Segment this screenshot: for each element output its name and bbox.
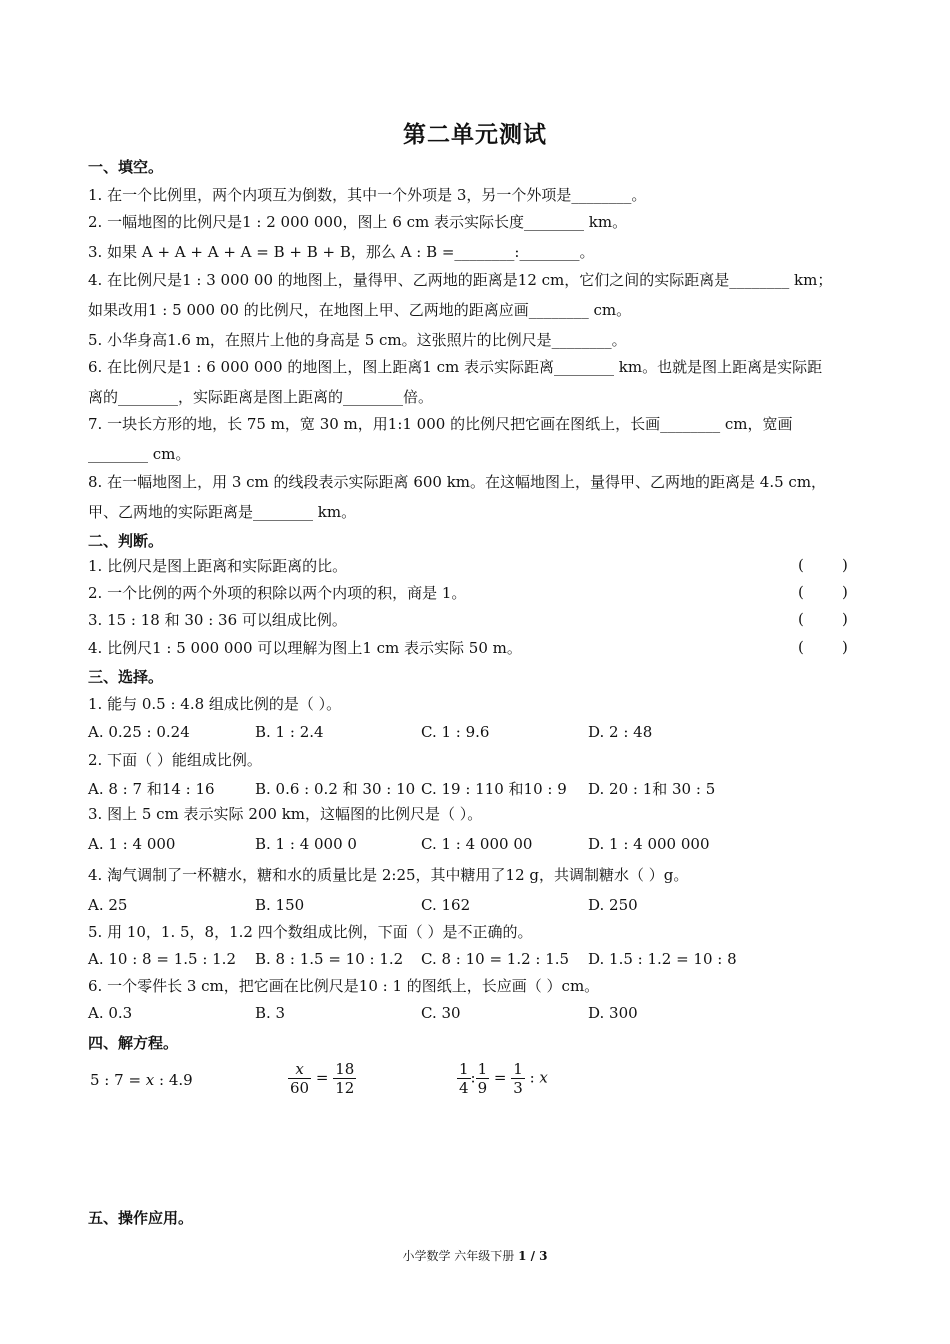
equation-3-fraction-2	[476, 1060, 490, 1097]
equation-3-fraction-3	[511, 1060, 525, 1097]
equation-3-numerator-2: 1	[477, 1060, 488, 1078]
choice-4-option-b: B. 150	[255, 896, 305, 914]
choice-question-1: 1. 能与 0.5 : 4.8 组成比例的是（ ）。	[88, 695, 342, 713]
choice-question-2: 2. 下面（ ）能组成比例。	[88, 751, 262, 769]
judge-answer-3: ( )	[798, 610, 848, 628]
equation-2-numerator-right: 18	[335, 1060, 355, 1078]
equation-3	[457, 1060, 548, 1097]
equation-3-fraction-1	[457, 1060, 471, 1097]
equation-3-equals: =	[489, 1068, 512, 1087]
choice-2-option-c: C. 19 : 110 和10 : 9	[421, 780, 567, 798]
equation-2-numerator-left: x	[288, 1060, 311, 1079]
choice-5-option-c: C. 8 : 10 = 1.2 : 1.5	[421, 950, 570, 968]
fill-line-4: 4. 在比例尺是1 : 3 000 00 的地图上，量得甲、乙两地的距离是12 cm，它们之间的实际距离是________ km；	[88, 271, 833, 289]
choice-5-option-b: B. 8 : 1.5 = 10 : 1.2	[255, 950, 404, 968]
choice-1-option-a: A. 0.25 : 0.24	[88, 723, 190, 741]
page-number: 1 / 3	[518, 1249, 548, 1263]
judge-answer-4: ( )	[798, 638, 848, 656]
equation-2-fraction-left	[288, 1060, 311, 1097]
equation-3-denominator-2: 9	[477, 1079, 488, 1097]
choice-1-option-b: B. 1 : 2.4	[255, 723, 324, 741]
equation-3-colon: :	[470, 1068, 476, 1087]
footer-text: 小学数学 六年级下册	[402, 1249, 519, 1263]
fill-line-8: 离的________，实际距离是图上距离的________倍。	[88, 388, 434, 406]
equation-2-denominator-left: 60	[290, 1079, 310, 1097]
section-heading-judge: 二、判断。	[88, 532, 164, 550]
section-heading-operation: 五、操作应用。	[88, 1209, 194, 1227]
equation-3-numerator-3: 1	[513, 1060, 523, 1078]
fill-line-2: 2. 一幅地图的比例尺是1 : 2 000 000，图上 6 cm 表示实际长度________ km。	[88, 213, 628, 231]
equation-1-left: 5 : 7 =	[90, 1071, 146, 1089]
choice-3-option-c: C. 1 : 4 000 00	[421, 835, 533, 853]
choice-6-option-a: A. 0.3	[88, 1004, 133, 1022]
choice-3-option-d: D. 1 : 4 000 000	[588, 835, 710, 853]
section-heading-choice: 三、选择。	[88, 668, 164, 686]
equation-2-denominator-right: 12	[335, 1079, 355, 1097]
choice-6-option-c: C. 30	[421, 1004, 461, 1022]
equation-3-variable: x	[539, 1068, 548, 1087]
judge-item-1: 1. 比例尺是图上距离和实际距离的比。	[88, 557, 348, 575]
judge-answer-1: ( )	[798, 556, 848, 574]
judge-answer-2: ( )	[798, 583, 848, 601]
page-title: 第二单元测试	[403, 121, 547, 148]
equation-2	[288, 1060, 356, 1097]
choice-1-option-c: C. 1 : 9.6	[421, 723, 490, 741]
judge-item-2: 2. 一个比例的两个外项的积除以两个内项的积，商是 1。	[88, 584, 467, 602]
equation-3-tail: :	[524, 1068, 540, 1087]
fill-line-6: 5. 小华身高1.6 m，在照片上他的身高是 5 cm。这张照片的比例尺是________。	[88, 331, 627, 349]
equation-2-fraction-right	[333, 1060, 356, 1097]
equation-2-equals: =	[311, 1068, 334, 1087]
fill-line-12: 甲、乙两地的实际距离是________ km。	[88, 503, 357, 521]
fill-line-9: 7. 一块长方形的地，长 75 m，宽 30 m，用1:1 000 的比例尺把它画在图纸上，长画________ cm，宽画	[88, 415, 793, 433]
equation-3-denominator-1: 4	[459, 1079, 469, 1097]
fill-line-5: 如果改用1 : 5 000 00 的比例尺，在地图上甲、乙两地的距离应画________ cm。	[88, 301, 632, 319]
judge-item-3: 3. 15 : 18 和 30 : 36 可以组成比例。	[88, 611, 347, 629]
choice-2-option-b: B. 0.6 : 0.2 和 30 : 10	[255, 780, 416, 798]
fill-line-3: 3. 如果 A + A + A + A = B + B + B，那么 A : B =________:________。	[88, 243, 595, 261]
fill-line-7: 6. 在比例尺是1 : 6 000 000 的地图上，图上距离1 cm 表示实际距离________ km。也就是图上距离是实际距	[88, 358, 823, 376]
fill-line-10: ________ cm。	[88, 445, 191, 463]
choice-question-4: 4. 淘气调制了一杯糖水，糖和水的质量比是 2:25，其中糖用了12 g，共调制糖水（ ）g。	[88, 866, 689, 884]
choice-3-option-b: B. 1 : 4 000 0	[255, 835, 357, 853]
choice-2-option-a: A. 8 : 7 和14 : 16	[88, 780, 215, 798]
section-heading-fill: 一、填空。	[88, 158, 164, 176]
choice-4-option-a: A. 25	[88, 896, 128, 914]
choice-6-option-b: B. 3	[255, 1004, 286, 1022]
choice-5-option-a: A. 10 : 8 = 1.5 : 1.2	[88, 950, 236, 968]
equation-3-numerator-1: 1	[459, 1060, 469, 1078]
choice-4-option-c: C. 162	[421, 896, 471, 914]
choice-question-5: 5. 用 10，1. 5，8，1.2 四个数组成比例，下面（ ）是不正确的。	[88, 923, 533, 941]
choice-question-6: 6. 一个零件长 3 cm，把它画在比例尺是10 : 1 的图纸上，长应画（ ）cm。	[88, 977, 600, 995]
choice-6-option-d: D. 300	[588, 1004, 638, 1022]
choice-question-3: 3. 图上 5 cm 表示实际 200 km，这幅图的比例尺是（ ）。	[88, 805, 483, 823]
fill-line-11: 8. 在一幅地图上，用 3 cm 的线段表示实际距离 600 km。在这幅地图上，量得甲、乙两地的距离是 4.5 cm，	[88, 473, 827, 491]
fill-line-1: 1. 在一个比例里，两个内项互为倒数，其中一个外项是 3，另一个外项是________。	[88, 186, 647, 204]
judge-item-4: 4. 比例尺1 : 5 000 000 可以理解为图上1 cm 表示实际 50 m。	[88, 639, 522, 657]
equation-1-right: : 4.9	[154, 1071, 193, 1089]
choice-5-option-d: D. 1.5 : 1.2 = 10 : 8	[588, 950, 737, 968]
equation-3-denominator-3: 3	[513, 1079, 523, 1097]
choice-4-option-d: D. 250	[588, 896, 638, 914]
section-heading-equations: 四、解方程。	[88, 1034, 179, 1052]
page-footer	[0, 1247, 950, 1264]
choice-2-option-d: D. 20 : 1和 30 : 5	[588, 780, 716, 798]
equation-1	[90, 1071, 193, 1089]
equation-1-variable: x	[145, 1071, 155, 1089]
choice-1-option-d: D. 2 : 48	[588, 723, 653, 741]
choice-3-option-a: A. 1 : 4 000	[88, 835, 176, 853]
